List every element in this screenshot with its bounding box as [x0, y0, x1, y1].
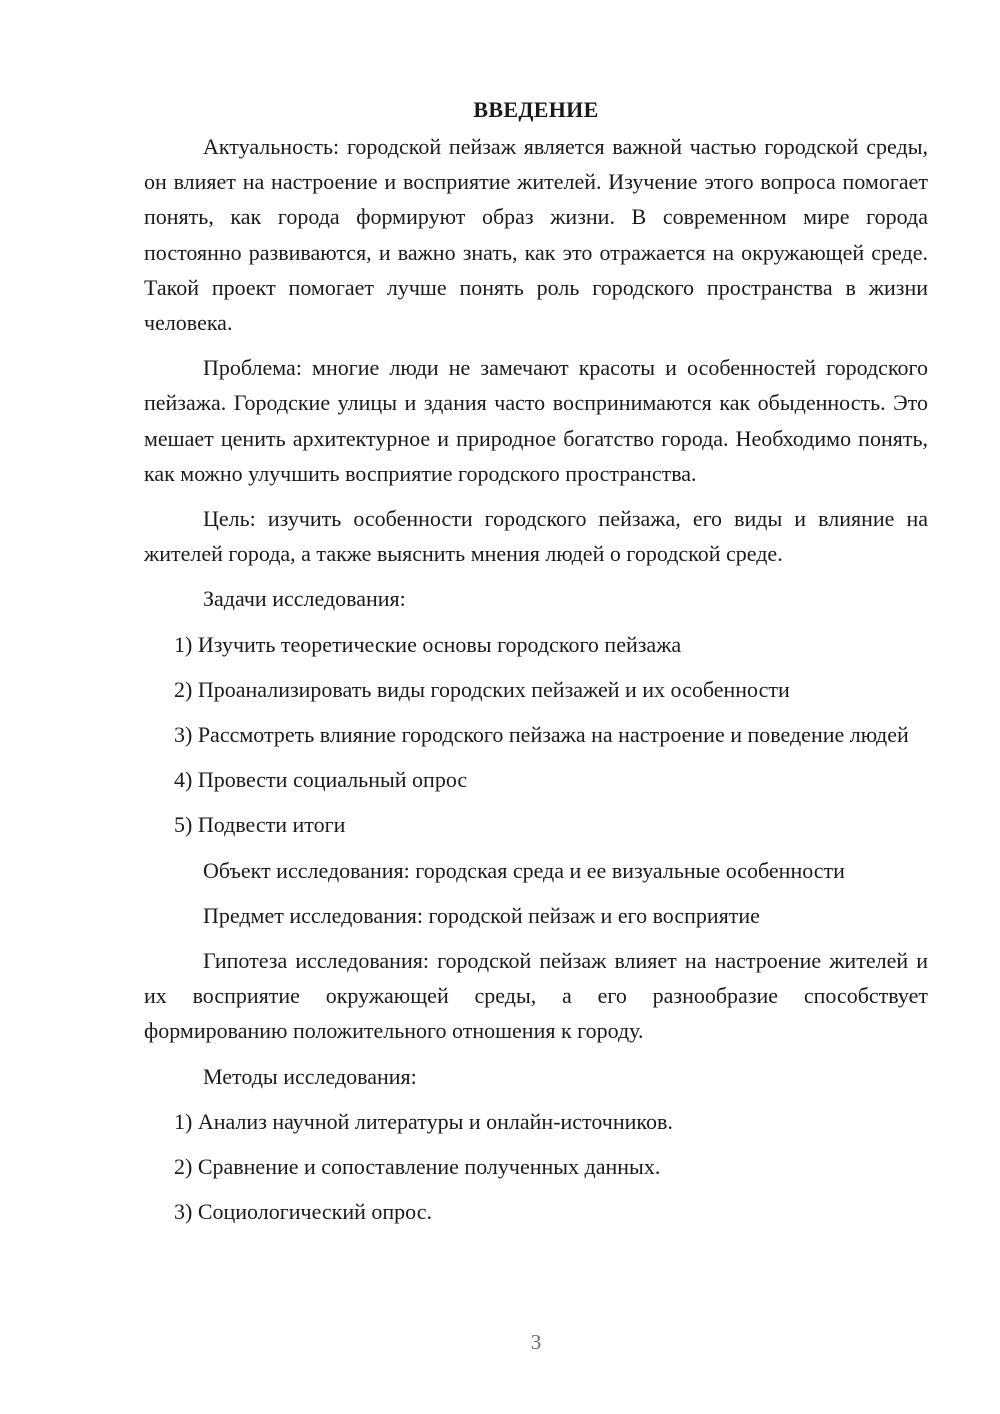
- goal-paragraph: Цель: изучить особенности городского пейзажа, его виды и влияние на жителей города, а также выяснить мнения людей о городской среде.: [144, 506, 928, 567]
- page-number: 3: [530, 1330, 542, 1354]
- task-item-2: 2) Проанализировать виды городских пейзажей и их особенности: [174, 676, 790, 702]
- methods-heading: Методы исследования:: [203, 1063, 417, 1089]
- method-item-3: 3) Социологический опрос.: [174, 1199, 432, 1225]
- tasks-heading: Задачи исследования:: [203, 586, 406, 612]
- problem-paragraph: Проблема: многие люди не замечают красоты и особенностей городского пейзажа. Городские улицы и здания часто воспринимаются как обыденность. Это мешает ценить архитектурное и природное богатство города. Необходимо понять, как можно улучшить восприятие городского пространства.: [144, 355, 928, 486]
- task-item-5: 5) Подвести итоги: [174, 812, 346, 838]
- relevance-paragraph: Актуальность: городской пейзаж является важной частью городской среды, он влияет на настроение и восприятие жителей. Изучение этого вопроса помогает понять, как города формируют образ жизни. В современном мире города постоянно развиваются, и важно знать, как это отражается на окружающей среде. Такой проект помогает лучше понять роль городского пространства в жизни человека.: [144, 134, 928, 336]
- research-object: Объект исследования: городская среда и ее визуальные особенности: [203, 857, 845, 883]
- research-subject: Предмет исследования: городской пейзаж и его восприятие: [203, 902, 760, 928]
- method-item-2: 2) Сравнение и сопоставление полученных данных.: [174, 1154, 661, 1180]
- task-item-1: 1) Изучить теоретические основы городского пейзажа: [174, 631, 682, 657]
- hypothesis-paragraph: Гипотеза исследования: городской пейзаж влияет на настроение жителей и их восприятие окружающей среды, а его разнообразие способствует формированию положительного отношения к городу.: [144, 948, 928, 1044]
- document-page: [144, 92, 928, 1239]
- section-title: ВВЕДЕНИЕ: [473, 97, 599, 122]
- method-item-1: 1) Анализ научной литературы и онлайн-источников.: [174, 1108, 673, 1134]
- task-item-4: 4) Провести социальный опрос: [174, 767, 468, 793]
- task-item-3: 3) Рассмотреть влияние городского пейзажа на настроение и поведение людей: [174, 722, 909, 748]
